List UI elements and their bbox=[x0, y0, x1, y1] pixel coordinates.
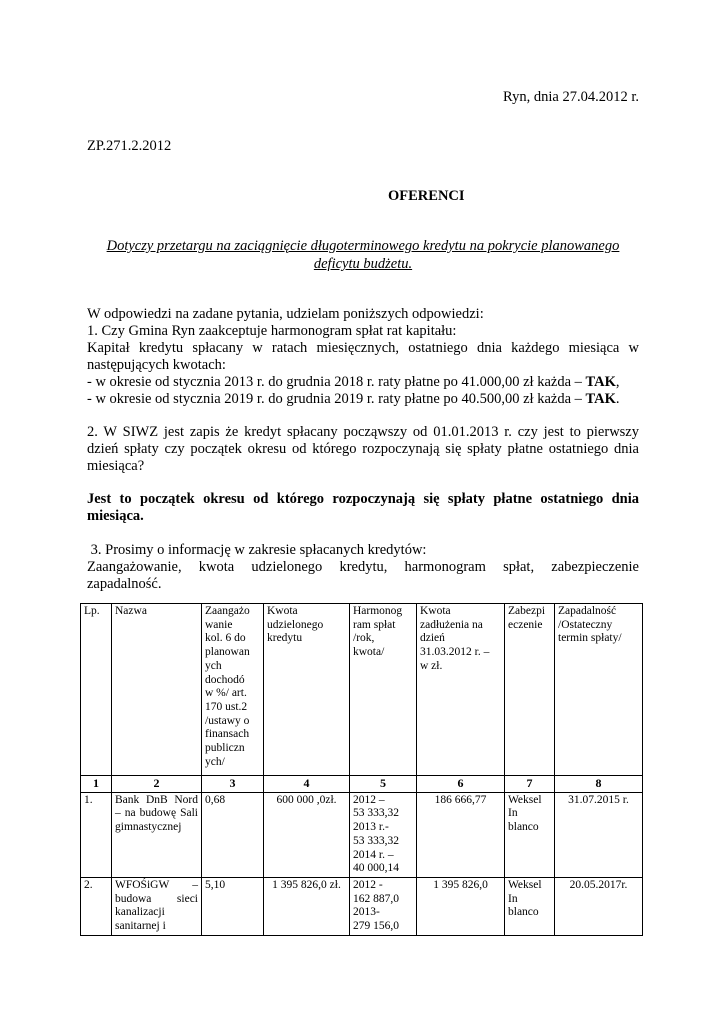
subject-line-1: Dotyczy przetargu na zaciągnięcie długoterminowego kredytu na pokrycie planowanego bbox=[106, 238, 620, 254]
item-1-text: - w okresie od stycznia 2013 r. do grudnia 2018 r. raty płatne po 41.000,00 zł każda – bbox=[87, 374, 586, 390]
question-3-title: 3. Prosimy o informację w zakresie spłacanych kredytów: bbox=[87, 542, 427, 558]
question-2-line-3: miesiąca? bbox=[87, 458, 145, 474]
intro-text: W odpowiedzi na zadane pytania, udzielam poniższych odpowiedzi: bbox=[87, 306, 484, 322]
question-3-text-line-2: zapadalność. bbox=[87, 576, 162, 592]
cell-maturity: 31.07.2015 r. bbox=[555, 792, 643, 877]
header-engagement: Zaangażo wanie kol. 6 do planowan ych dochodó w %/ art. 170 ust.2 /ustawy o finansach publiczn ych/ bbox=[202, 604, 264, 776]
addressee: OFERENCI bbox=[388, 188, 465, 204]
question-2-line-1: 2. W SIWZ jest zapis że kredyt spłacany począwszy od 01.01.2013 r. czy jest to pierwszy bbox=[87, 424, 639, 440]
question-1-text-line-1: Kapitał kredytu spłacany w ratach miesięcznych, ostatniego dnia każdego miesiąca w bbox=[87, 340, 639, 356]
cell-amount: 600 000 ,0zł. bbox=[264, 792, 350, 877]
cell-schedule: 2012 – 53 333,32 2013 r.- 53 333,32 2014 r. – 40 000,14 bbox=[350, 792, 417, 877]
header-security: Zabezpi eczenie bbox=[505, 604, 555, 776]
answer-2-line-2: miesiąca. bbox=[87, 508, 144, 524]
subject-line-2: deficytu budżetu. bbox=[313, 256, 413, 272]
cell-engagement: 0,68 bbox=[202, 792, 264, 877]
col-number: 2 bbox=[112, 776, 202, 793]
item-2-text: - w okresie od stycznia 2019 r. do grudnia 2019 r. raty płatne po 40.500,00 zł każda – bbox=[87, 391, 586, 407]
header-name: Nazwa bbox=[112, 604, 202, 776]
col-number: 7 bbox=[505, 776, 555, 793]
question-1-text-line-2: następujących kwotach: bbox=[87, 357, 226, 373]
col-number: 1 bbox=[81, 776, 112, 793]
header-lp: Lp. bbox=[81, 604, 112, 776]
cell-schedule: 2012 - 162 887,0 2013- 279 156,0 bbox=[350, 877, 417, 935]
question-1-title: 1. Czy Gmina Ryn zaakceptuje harmonogram spłat rat kapitału: bbox=[87, 323, 457, 339]
item-2-suffix: . bbox=[615, 391, 620, 407]
cell-debt: 186 666,77 bbox=[417, 792, 505, 877]
cell-lp: 1. bbox=[81, 792, 112, 877]
question-1-item-2 bbox=[87, 390, 620, 408]
place-date: Ryn, dnia 27.04.2012 r. bbox=[503, 89, 639, 105]
table-row bbox=[81, 877, 643, 935]
cell-lp: 2. bbox=[81, 877, 112, 935]
question-3-text-line-1: Zaangażowanie, kwota udzielonego kredytu, harmonogram spłat, zabezpieczenie bbox=[87, 559, 639, 575]
table-row bbox=[81, 792, 643, 877]
table-header-row bbox=[81, 604, 643, 776]
question-1-item-1 bbox=[87, 373, 620, 391]
header-schedule: Harmonog ram spłat /rok, kwota/ bbox=[350, 604, 417, 776]
item-1-answer: TAK bbox=[585, 374, 616, 390]
answer-2-line-1: Jest to początek okresu od którego rozpoczynają się spłaty płatne ostatniego dnia bbox=[87, 491, 639, 507]
cell-amount: 1 395 826,0 zł. bbox=[264, 877, 350, 935]
header-debt: Kwota zadłużenia na dzień 31.03.2012 r. – w zł. bbox=[417, 604, 505, 776]
reference-number: ZP.271.2.2012 bbox=[87, 138, 172, 154]
cell-name: Bank DnB Nord – na budowę Sali gimnastycznej bbox=[112, 792, 202, 877]
table-column-numbers-row bbox=[81, 776, 643, 793]
cell-debt: 1 395 826,0 bbox=[417, 877, 505, 935]
header-maturity: Zapadalność /Ostateczny termin spłaty/ bbox=[555, 604, 643, 776]
col-number: 5 bbox=[350, 776, 417, 793]
cell-security: Weksel In blanco bbox=[505, 877, 555, 935]
credits-table bbox=[80, 603, 643, 936]
col-number: 6 bbox=[417, 776, 505, 793]
cell-maturity: 20.05.2017r. bbox=[555, 877, 643, 935]
col-number: 8 bbox=[555, 776, 643, 793]
item-2-answer: TAK bbox=[585, 391, 616, 407]
cell-engagement: 5,10 bbox=[202, 877, 264, 935]
item-1-suffix: , bbox=[615, 374, 620, 390]
question-2-line-2: dzień spłaty czy początek okresu od którego rozpoczynają się spłaty płatne ostatniego dnia bbox=[87, 441, 639, 457]
col-number: 4 bbox=[264, 776, 350, 793]
header-amount: Kwota udzielonego kredytu bbox=[264, 604, 350, 776]
cell-security: Weksel In blanco bbox=[505, 792, 555, 877]
col-number: 3 bbox=[202, 776, 264, 793]
cell-name: WFOŚiGW – budowa sieci kanalizacji sanitarnej i bbox=[112, 877, 202, 935]
